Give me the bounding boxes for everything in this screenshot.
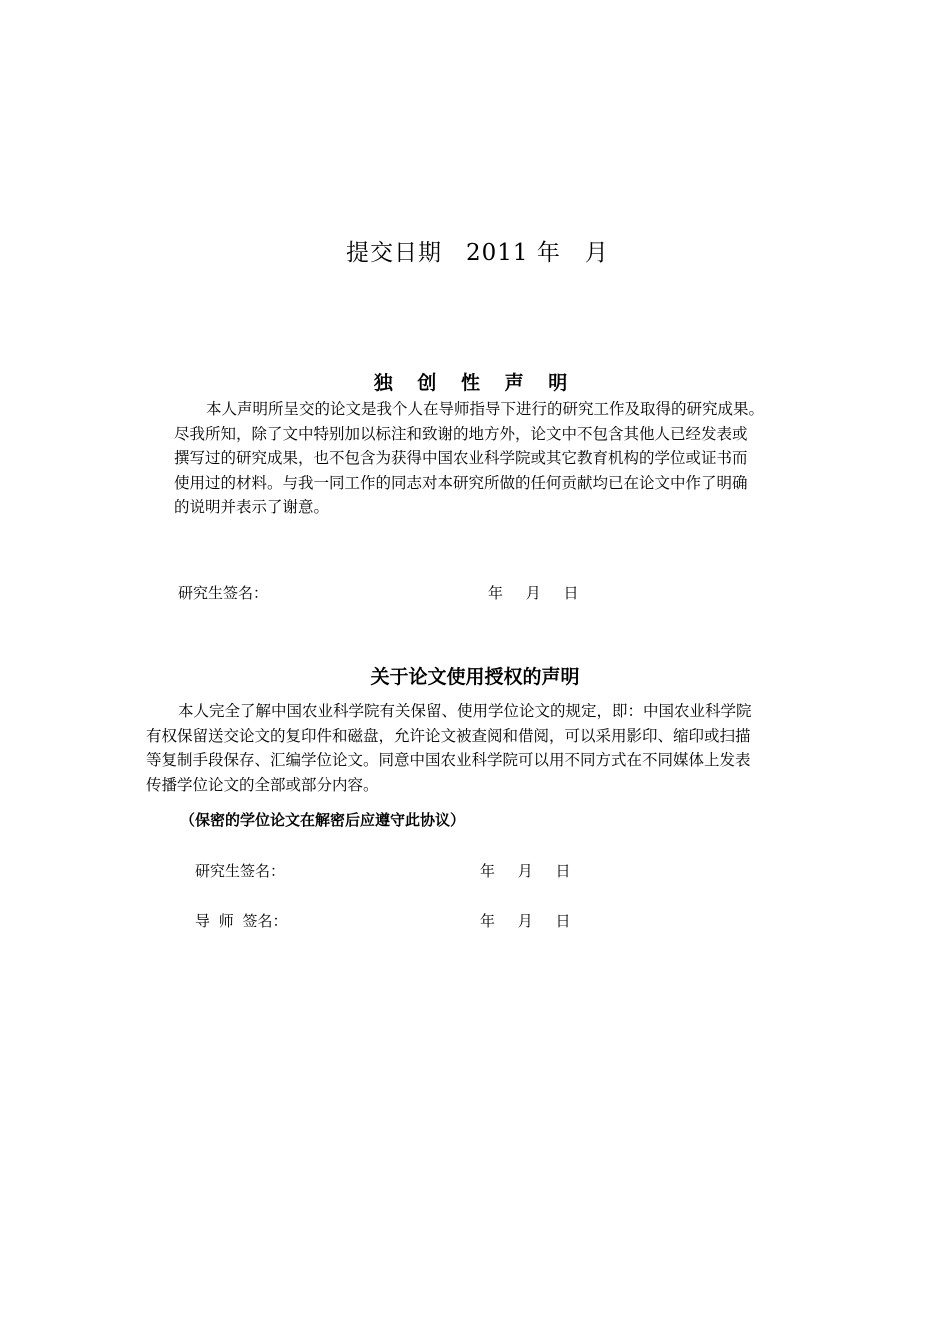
student-signature-label: 研究生签名： [195, 862, 286, 880]
student-signature-label: 研究生签名： [178, 584, 269, 602]
authorization-statement-title: 关于论文使用授权的声明 [370, 666, 580, 688]
originality-statement-title: 独 创 性 声 明 [373, 372, 577, 394]
text-line: 本人声明所呈交的论文是我个人在导师指导下进行的研究工作及取得的研究成果。 [206, 400, 765, 418]
signature-date: 年 月 日 [480, 862, 571, 880]
authorization-statement-body [146, 699, 752, 797]
text-line: 使用过的材料。与我一同工作的同志对本研究所做的任何贡献均已在论文中作了明确 [174, 473, 748, 492]
submission-date: 提交日期 2011 年 月 [346, 240, 609, 266]
originality-statement-body [174, 397, 764, 520]
text-line: 撰写过的研究成果，也不包含为获得中国农业科学院或其它教育机构的学位或证书而 [174, 449, 748, 467]
text-line: 等复制手段保存、汇编学位论文。同意中国农业科学院可以用不同方式在不同媒体上发表 [146, 751, 751, 769]
text-line: 尽我所知，除了文中特别加以标注和致谢的地方外，论文中不包含其他人已经发表或 [174, 424, 748, 443]
advisor-signature-label: 导 师 签名： [195, 912, 288, 930]
signature-date: 年 月 日 [480, 912, 571, 930]
text-line: 传播学位论文的全部或部分内容。 [146, 775, 379, 794]
confidential-note: （保密的学位论文在解密后应遵守此协议） [180, 811, 466, 829]
text-line: 的说明并表示了谢意。 [174, 498, 330, 516]
text-line: 有权保留送交论文的复印件和磁盘，允许论文被查阅和借阅，可以采用影印、缩印或扫描 [146, 726, 751, 745]
signature-date: 年 月 日 [488, 584, 579, 602]
text-line: 本人完全了解中国农业科学院有关保留、使用学位论文的规定，即：中国农业科学院 [178, 702, 752, 720]
